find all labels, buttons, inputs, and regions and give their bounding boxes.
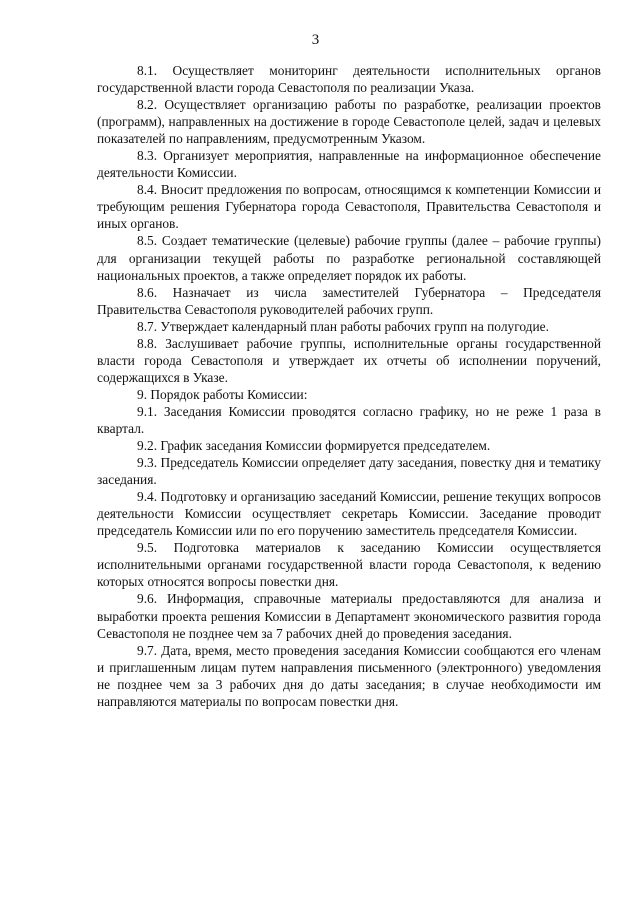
paragraph-9-3: 9.3. Председатель Комиссии определяет дату заседания, повестку дня и тематику заседания.	[97, 455, 601, 488]
section-9-heading: 9. Порядок работы Комиссии:	[137, 386, 308, 402]
paragraph-8-7: 8.7. Утверждает календарный план работы рабочих групп на полугодие.	[137, 318, 549, 334]
paragraph-9-7: 9.7. Дата, время, место проведения заседания Комиссии сообщаются его членам и приглашенным лицам путем направления письменного (электронного) уведомления не позднее чем за 3 рабочих дня до даты заседания; в случае необходимости им направляются материалы по вопросам повестки дня.	[97, 642, 601, 709]
paragraph-8-2: 8.2. Осуществляет организацию работы по разработке, реализации проектов (программ), направленных на достижение в городе Севастополе целей, задач и целевых показателей по направлениям, предусмотренным Указом.	[97, 97, 601, 147]
paragraph-9-5: 9.5. Подготовка материалов к заседанию Комиссии осуществляется исполнительными органами государственной власти города Севастополя, к ведению которых относятся вопросы повестки дня.	[97, 540, 601, 590]
paragraph-9-6: 9.6. Информация, справочные материалы предоставляются для анализа и выработки проекта решения Комиссии в Департамент экономического развития города Севастополя не позднее чем за 7 рабочих дней до проведения заседания.	[97, 591, 601, 641]
page-number: 3	[311, 32, 320, 48]
paragraph-9-1: 9.1. Заседания Комиссии проводятся согласно графику, но не реже 1 раза в квартал.	[97, 403, 601, 436]
paragraph-8-6: 8.6. Назначает из числа заместителей Губернатора – Председателя Правительства Севастополя руководителей рабочих групп.	[97, 284, 601, 317]
paragraph-8-4: 8.4. Вносит предложения по вопросам, относящимся к компетенции Комиссии и требующим решения Губернатора города Севастополя, Правительства Севастополя и иных органов.	[97, 182, 601, 232]
paragraph-9-4: 9.4. Подготовку и организацию заседаний Комиссии, решение текущих вопросов деятельности Комиссии осуществляет секретарь Комиссии. Заседание проводит председатель Комиссии или по его поручению заместитель председателя Комиссии.	[97, 489, 601, 539]
paragraph-8-3: 8.3. Организует мероприятия, направленные на информационное обеспечение деятельности Комиссии.	[97, 148, 601, 181]
paragraph-8-1: 8.1. Осуществляет мониторинг деятельности исполнительных органов государственной власти города Севастополя по реализации Указа.	[97, 63, 601, 96]
paragraph-9-2: 9.2. График заседания Комиссии формируется председателем.	[137, 438, 491, 454]
paragraph-8-8: 8.8. Заслушивает рабочие группы, исполнительные органы государственной власти города Севастополя и утверждает их отчеты об исполнении поручений, содержащихся в Указе.	[97, 335, 601, 385]
document-body	[97, 62, 601, 710]
paragraph-8-5: 8.5. Создает тематические (целевые) рабочие группы (далее – рабочие группы) для организации текущей работы по разработке региональной составляющей национальных проектов, а также определяет порядок их работы.	[97, 233, 601, 283]
